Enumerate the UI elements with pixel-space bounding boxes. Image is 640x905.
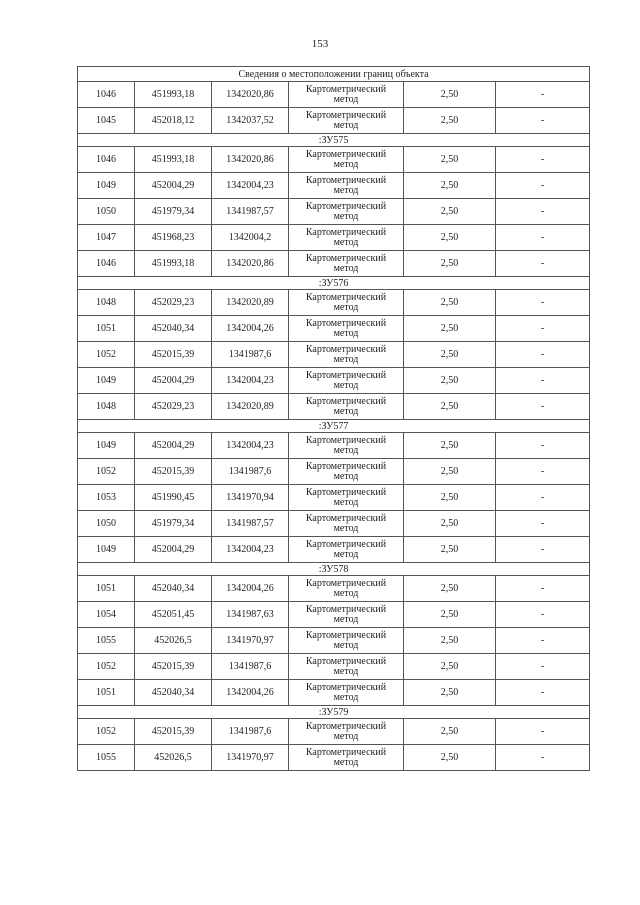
y-coordinate-cell: 1342004,26 xyxy=(212,316,289,342)
table-body xyxy=(78,67,590,771)
method-line-2: метод xyxy=(333,522,359,534)
x-coordinate-cell: 452029,23 xyxy=(135,290,212,316)
boundary-coordinates-table xyxy=(77,66,590,771)
method-cell xyxy=(289,82,404,108)
accuracy-cell: 2,50 xyxy=(404,394,496,420)
point-cell: 1055 xyxy=(78,628,135,654)
y-coordinate-cell: 1341970,97 xyxy=(212,628,289,654)
method-line-1: Картометрический xyxy=(305,603,387,615)
method-line-1: Картометрический xyxy=(305,486,387,498)
y-coordinate-cell: 1341970,97 xyxy=(212,745,289,771)
y-coordinate-cell: 1342004,26 xyxy=(212,576,289,602)
accuracy-cell: 2,50 xyxy=(404,251,496,277)
note-cell: - xyxy=(496,602,590,628)
group-title: :ЗУ577 xyxy=(78,420,590,433)
table-row xyxy=(78,147,590,173)
x-coordinate-cell: 451968,23 xyxy=(135,225,212,251)
accuracy-cell: 2,50 xyxy=(404,511,496,537)
table-row xyxy=(78,680,590,706)
method-line-2: метод xyxy=(333,379,359,391)
method-cell xyxy=(289,576,404,602)
method-line-1: Картометрический xyxy=(305,538,387,550)
method-line-2: метод xyxy=(333,639,359,651)
method-line-1: Картометрический xyxy=(305,460,387,472)
table-row xyxy=(78,485,590,511)
point-cell: 1045 xyxy=(78,108,135,134)
method-line-1: Картометрический xyxy=(305,343,387,355)
accuracy-cell: 2,50 xyxy=(404,719,496,745)
note-cell: - xyxy=(496,459,590,485)
x-coordinate-cell: 452040,34 xyxy=(135,576,212,602)
y-coordinate-cell: 1341987,6 xyxy=(212,459,289,485)
x-coordinate-cell: 452004,29 xyxy=(135,368,212,394)
point-cell: 1051 xyxy=(78,316,135,342)
point-cell: 1046 xyxy=(78,251,135,277)
method-cell xyxy=(289,511,404,537)
point-cell: 1047 xyxy=(78,225,135,251)
method-line-2: метод xyxy=(333,353,359,365)
point-cell: 1046 xyxy=(78,82,135,108)
method-line-2: метод xyxy=(333,613,359,625)
accuracy-cell: 2,50 xyxy=(404,82,496,108)
x-coordinate-cell: 451993,18 xyxy=(135,147,212,173)
method-line-2: метод xyxy=(333,405,359,417)
method-cell xyxy=(289,485,404,511)
accuracy-cell: 2,50 xyxy=(404,147,496,173)
method-cell xyxy=(289,654,404,680)
method-cell xyxy=(289,251,404,277)
point-cell: 1055 xyxy=(78,745,135,771)
table-row xyxy=(78,719,590,745)
note-cell: - xyxy=(496,719,590,745)
method-line-1: Картометрический xyxy=(305,720,387,732)
method-cell xyxy=(289,394,404,420)
y-coordinate-cell: 1342004,2 xyxy=(212,225,289,251)
note-cell: - xyxy=(496,290,590,316)
method-line-2: метод xyxy=(333,210,359,222)
method-cell xyxy=(289,602,404,628)
accuracy-cell: 2,50 xyxy=(404,225,496,251)
method-line-2: метод xyxy=(333,730,359,742)
accuracy-cell: 2,50 xyxy=(404,628,496,654)
note-cell: - xyxy=(496,511,590,537)
note-cell: - xyxy=(496,316,590,342)
x-coordinate-cell: 452004,29 xyxy=(135,537,212,563)
method-line-1: Картометрический xyxy=(305,291,387,303)
group-title: :ЗУ575 xyxy=(78,134,590,147)
note-cell: - xyxy=(496,680,590,706)
table-row xyxy=(78,108,590,134)
accuracy-cell: 2,50 xyxy=(404,316,496,342)
x-coordinate-cell: 451979,34 xyxy=(135,511,212,537)
point-cell: 1050 xyxy=(78,511,135,537)
point-cell: 1051 xyxy=(78,576,135,602)
note-cell: - xyxy=(496,82,590,108)
method-line-2: метод xyxy=(333,548,359,560)
point-cell: 1053 xyxy=(78,485,135,511)
note-cell: - xyxy=(496,576,590,602)
method-line-1: Картометрический xyxy=(305,109,387,121)
method-cell xyxy=(289,745,404,771)
y-coordinate-cell: 1341987,6 xyxy=(212,719,289,745)
method-cell xyxy=(289,225,404,251)
method-line-1: Картометрический xyxy=(305,577,387,589)
note-cell: - xyxy=(496,225,590,251)
method-line-2: метод xyxy=(333,158,359,170)
group-title: :ЗУ578 xyxy=(78,563,590,576)
table-row xyxy=(78,199,590,225)
method-line-1: Картометрический xyxy=(305,369,387,381)
method-cell xyxy=(289,108,404,134)
table-header: Сведения о местоположении границ объекта xyxy=(78,67,590,82)
method-line-1: Картометрический xyxy=(305,746,387,758)
table-row xyxy=(78,459,590,485)
accuracy-cell: 2,50 xyxy=(404,654,496,680)
method-line-1: Картометрический xyxy=(305,317,387,329)
y-coordinate-cell: 1342004,23 xyxy=(212,368,289,394)
accuracy-cell: 2,50 xyxy=(404,342,496,368)
point-cell: 1048 xyxy=(78,290,135,316)
note-cell: - xyxy=(496,654,590,680)
group-title-row xyxy=(78,563,590,576)
group-title: :ЗУ579 xyxy=(78,706,590,719)
method-cell xyxy=(289,537,404,563)
method-cell xyxy=(289,719,404,745)
x-coordinate-cell: 452015,39 xyxy=(135,719,212,745)
note-cell: - xyxy=(496,173,590,199)
x-coordinate-cell: 452015,39 xyxy=(135,654,212,680)
group-title-row xyxy=(78,277,590,290)
note-cell: - xyxy=(496,251,590,277)
table-row xyxy=(78,342,590,368)
table-row xyxy=(78,576,590,602)
method-line-1: Картометрический xyxy=(305,434,387,446)
group-title-row xyxy=(78,420,590,433)
note-cell: - xyxy=(496,537,590,563)
table-row xyxy=(78,251,590,277)
y-coordinate-cell: 1341987,63 xyxy=(212,602,289,628)
method-line-2: метод xyxy=(333,691,359,703)
accuracy-cell: 2,50 xyxy=(404,368,496,394)
table-row xyxy=(78,368,590,394)
y-coordinate-cell: 1342020,86 xyxy=(212,251,289,277)
y-coordinate-cell: 1342020,86 xyxy=(212,147,289,173)
note-cell: - xyxy=(496,433,590,459)
y-coordinate-cell: 1342020,89 xyxy=(212,394,289,420)
x-coordinate-cell: 452004,29 xyxy=(135,173,212,199)
note-cell: - xyxy=(496,368,590,394)
note-cell: - xyxy=(496,199,590,225)
table-row xyxy=(78,537,590,563)
y-coordinate-cell: 1342037,52 xyxy=(212,108,289,134)
x-coordinate-cell: 452004,29 xyxy=(135,433,212,459)
note-cell: - xyxy=(496,394,590,420)
method-line-2: метод xyxy=(333,470,359,482)
method-cell xyxy=(289,433,404,459)
accuracy-cell: 2,50 xyxy=(404,459,496,485)
group-title: :ЗУ576 xyxy=(78,277,590,290)
note-cell: - xyxy=(496,108,590,134)
method-line-2: метод xyxy=(333,444,359,456)
accuracy-cell: 2,50 xyxy=(404,602,496,628)
table-row xyxy=(78,602,590,628)
accuracy-cell: 2,50 xyxy=(404,173,496,199)
table-row xyxy=(78,316,590,342)
table-row xyxy=(78,511,590,537)
accuracy-cell: 2,50 xyxy=(404,290,496,316)
point-cell: 1052 xyxy=(78,459,135,485)
note-cell: - xyxy=(496,485,590,511)
method-line-1: Картометрический xyxy=(305,655,387,667)
table-row xyxy=(78,173,590,199)
y-coordinate-cell: 1342020,86 xyxy=(212,82,289,108)
x-coordinate-cell: 452040,34 xyxy=(135,680,212,706)
method-line-1: Картометрический xyxy=(305,148,387,160)
method-cell xyxy=(289,199,404,225)
method-line-2: метод xyxy=(333,587,359,599)
y-coordinate-cell: 1341987,57 xyxy=(212,199,289,225)
method-cell xyxy=(289,680,404,706)
x-coordinate-cell: 451993,18 xyxy=(135,251,212,277)
method-cell xyxy=(289,368,404,394)
accuracy-cell: 2,50 xyxy=(404,537,496,563)
method-line-1: Картометрический xyxy=(305,681,387,693)
x-coordinate-cell: 452026,5 xyxy=(135,745,212,771)
x-coordinate-cell: 452029,23 xyxy=(135,394,212,420)
method-line-1: Картометрический xyxy=(305,395,387,407)
y-coordinate-cell: 1342004,23 xyxy=(212,433,289,459)
group-title-row xyxy=(78,706,590,719)
x-coordinate-cell: 452051,45 xyxy=(135,602,212,628)
method-cell xyxy=(289,459,404,485)
accuracy-cell: 2,50 xyxy=(404,433,496,459)
method-line-2: метод xyxy=(333,756,359,768)
x-coordinate-cell: 451990,45 xyxy=(135,485,212,511)
method-cell xyxy=(289,147,404,173)
note-cell: - xyxy=(496,745,590,771)
method-cell xyxy=(289,290,404,316)
method-line-1: Картометрический xyxy=(305,512,387,524)
method-line-2: метод xyxy=(333,301,359,313)
method-line-2: метод xyxy=(333,327,359,339)
accuracy-cell: 2,50 xyxy=(404,576,496,602)
point-cell: 1052 xyxy=(78,654,135,680)
y-coordinate-cell: 1342020,89 xyxy=(212,290,289,316)
point-cell: 1049 xyxy=(78,173,135,199)
point-cell: 1052 xyxy=(78,719,135,745)
point-cell: 1054 xyxy=(78,602,135,628)
point-cell: 1052 xyxy=(78,342,135,368)
x-coordinate-cell: 452040,34 xyxy=(135,316,212,342)
page-number: 153 xyxy=(311,38,329,50)
table-header-row xyxy=(78,67,590,82)
method-line-1: Картометрический xyxy=(305,252,387,264)
accuracy-cell: 2,50 xyxy=(404,108,496,134)
note-cell: - xyxy=(496,342,590,368)
method-line-1: Картометрический xyxy=(305,200,387,212)
accuracy-cell: 2,50 xyxy=(404,680,496,706)
accuracy-cell: 2,50 xyxy=(404,485,496,511)
point-cell: 1049 xyxy=(78,433,135,459)
accuracy-cell: 2,50 xyxy=(404,745,496,771)
accuracy-cell: 2,50 xyxy=(404,199,496,225)
method-cell xyxy=(289,173,404,199)
method-line-2: метод xyxy=(333,665,359,677)
x-coordinate-cell: 452015,39 xyxy=(135,342,212,368)
method-line-2: метод xyxy=(333,119,359,131)
method-line-2: метод xyxy=(333,93,359,105)
y-coordinate-cell: 1341970,94 xyxy=(212,485,289,511)
note-cell: - xyxy=(496,628,590,654)
y-coordinate-cell: 1341987,57 xyxy=(212,511,289,537)
x-coordinate-cell: 452026,5 xyxy=(135,628,212,654)
point-cell: 1046 xyxy=(78,147,135,173)
method-cell xyxy=(289,342,404,368)
group-title-row xyxy=(78,134,590,147)
method-line-1: Картометрический xyxy=(305,83,387,95)
y-coordinate-cell: 1341987,6 xyxy=(212,654,289,680)
x-coordinate-cell: 451979,34 xyxy=(135,199,212,225)
table-row xyxy=(78,433,590,459)
method-cell xyxy=(289,628,404,654)
table-row xyxy=(78,628,590,654)
point-cell: 1049 xyxy=(78,537,135,563)
note-cell: - xyxy=(496,147,590,173)
table-row xyxy=(78,394,590,420)
table-row xyxy=(78,82,590,108)
table-row xyxy=(78,225,590,251)
y-coordinate-cell: 1342004,23 xyxy=(212,537,289,563)
x-coordinate-cell: 452015,39 xyxy=(135,459,212,485)
table-row xyxy=(78,654,590,680)
method-line-1: Картометрический xyxy=(305,629,387,641)
y-coordinate-cell: 1341987,6 xyxy=(212,342,289,368)
method-line-2: метод xyxy=(333,496,359,508)
method-line-1: Картометрический xyxy=(305,174,387,186)
point-cell: 1049 xyxy=(78,368,135,394)
point-cell: 1048 xyxy=(78,394,135,420)
table-row xyxy=(78,745,590,771)
y-coordinate-cell: 1342004,23 xyxy=(212,173,289,199)
method-cell xyxy=(289,316,404,342)
table-row xyxy=(78,290,590,316)
x-coordinate-cell: 452018,12 xyxy=(135,108,212,134)
method-line-2: метод xyxy=(333,184,359,196)
x-coordinate-cell: 451993,18 xyxy=(135,82,212,108)
point-cell: 1051 xyxy=(78,680,135,706)
method-line-1: Картометрический xyxy=(305,226,387,238)
point-cell: 1050 xyxy=(78,199,135,225)
y-coordinate-cell: 1342004,26 xyxy=(212,680,289,706)
method-line-2: метод xyxy=(333,262,359,274)
method-line-2: метод xyxy=(333,236,359,248)
